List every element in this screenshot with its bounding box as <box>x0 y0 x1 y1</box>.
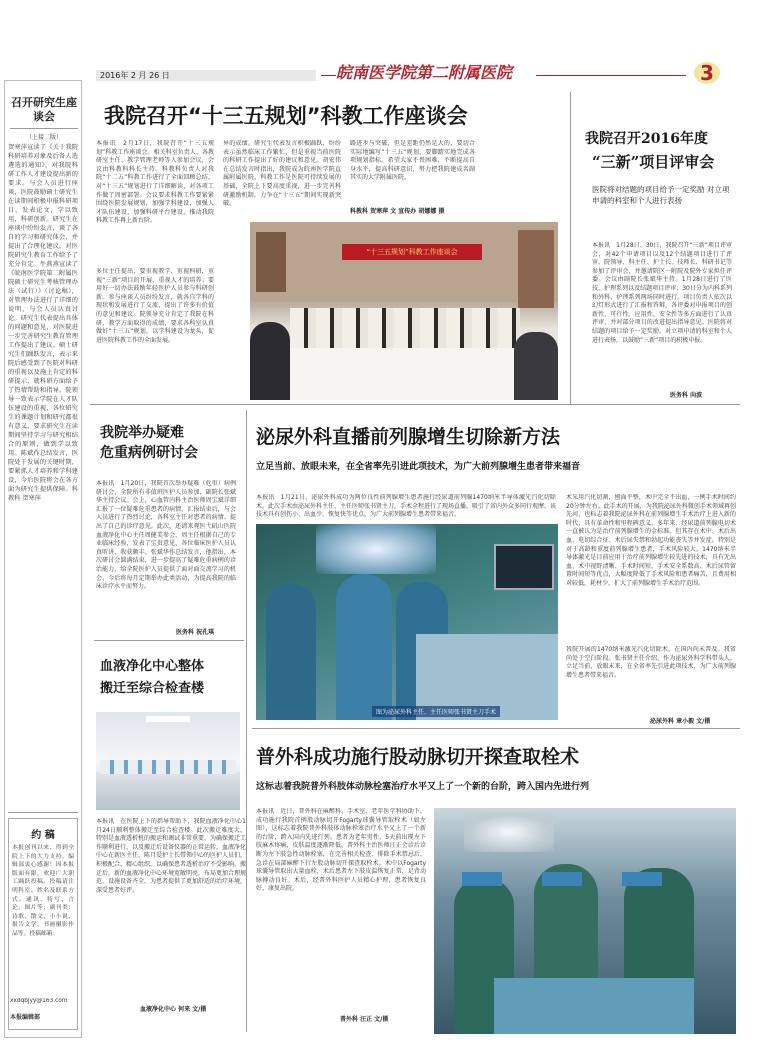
kejiao-title: 我院召开“十三五规划”科教工作座谈会 <box>104 104 468 128</box>
xuetou-title-line2: 搬迁至综合检查楼 <box>100 681 205 696</box>
puwai-subtitle: 这标志着我院普外科肢体动脉栓塞治疗水平又上了一个新的台阶，跨入国内先进行列 <box>256 782 590 792</box>
or-drape <box>494 978 694 1034</box>
upper-section-rule <box>90 404 740 405</box>
meeting-window-right <box>518 230 554 308</box>
sanxin-body: 本报讯 1月28日、30日，我院召开“三新”项目评审会，对42个申请项目以及12个结题项目进行了评审。院领导、科主任、护士长、技师长、科研书记等参加了评审会，并邀请院区一附院及院外专家担任评委。会议由副院长张斌华主持。1月28日进行了医技、护理系列以及结题项目评审；30日分为内科系列和外科、护理系列两场同时进行。项目负责人依次以幻灯形式进行了汇报和答辩，各评委对申报项目的创新性、可行性、应用性、安全性等多方面进行了认真评审，并对部分项目的改进提出指导意见。医院将对结题的项目给予一定奖励，对立项申请的科室和个人进行表扬，以鼓励“三新”项目的积极申报。 <box>592 242 732 344</box>
meeting-banner-text: “十三五规划”科教工作座谈会 <box>366 248 458 256</box>
miniao-byline: 泌尿外科 章小毅 文/摄 <box>650 718 711 725</box>
header-date: 2016年 2 月 26 日 <box>100 71 170 80</box>
or-ceiling-lamp <box>464 812 554 852</box>
xuetou-title-line1: 血液净化中心整体 <box>100 659 205 674</box>
sidebar-body: 贺寒萍宣读了《关于我院科研培养对象及后备人选遴选的通知》，对我院科研工作人才建设提出新的要求。与会人员进行座谈，医院鼓励硕士研究生在读期间积极申报科研项目，发表论文，学以致用，科研创新。研究生在座谈中纷纷发言，谈了各自的学习和研究体会，并提出了合理化建议，对医院研究生教育工作给予了充分肯定。牛燕燕宣读了《皖南医学院第二附属医院硕士研究生考核管理办法（试行）》（讨论稿），对管理办法进行了详细的说明，与会人员认真讨论。研究生代表提出具体的问题和意见，对医院进一步完善研究生教育管理工作提出了建议。硕士研究生们踊跃发言，表示来院后感受到了医院对科研的重视以及施上肯定的科研提示，就科研方面给予了热情帮助和指导。院领导一致表示学院在人才队伍建设的重视，各位研究生的课题计划和研究都很有意义，要求研究生在读期间坚持学习与研究相结合的原则，做到学以致用。陈斌作总结发言，医院处于发展的关键时期，要紧抓人才培养和学科建设，今后医院将会在各方面为研究生提供保障。科教科 贺寒萍 <box>8 144 78 502</box>
puwai-byline: 普外科 汪正 文/摄 <box>340 1016 389 1023</box>
sanxin-byline: 医务科 向波 <box>670 392 703 399</box>
surgery-light <box>316 524 436 574</box>
header-rule <box>321 75 336 76</box>
surgeon-2 <box>336 574 392 720</box>
kejiao-meeting-photo <box>250 222 558 400</box>
meeting-person-front-right <box>514 332 558 400</box>
miniao-col2: 术采用汽化切割，刨面平整，术中完全不出血，一例手术时间约20分钟左右。此手术的开展，为我院泌尿外科微创手术领域再创先河，也标志着我院泌尿外科在前列腺增生手术治疗上进入新的时代，具有革命性和里程碑意义。多年来，经尿道前列腺电切术一直被认为是治疗前列腺增生的金标准。但其存在术中、术后出血、电切综合征、术后尿失禁和勃起功能丧失等并发症。特别是对于高龄和重度前列腺增生患者，手术风险较大。1470纳米半导体激光是目前应用于治疗前列腺增生较先进的技术，具有无出血、术中视野清晰、手术时间短、手术安全系数高、术后尿管留置时间短等优点，大幅度降低了手术风险和患者痛苦，且费用相对较低，耗材少，扩大了前列腺增生手术治疗范围。 <box>566 494 736 587</box>
puwai-body: 本报讯 近日，普外科在麻醉科、手术室、老年医学科协助下，成功施行我院首例股动脉切开Fogarty球囊导管取栓术（如左图），这标志着我院普外科肢体动脉栓塞治疗水平又上了一个新的台阶，跨入国内先进行列。患者为老年男性，5天前出现左下肢麻木疼痛，皮肤温度逐渐降低。普外科主治医师汪正会诊后诊断为左下肢急性动脉栓塞，在完善相关检查、排除手术禁忌后，急诊在局部麻醉下行左股动脉切开探查取栓术。术中以Fogarty球囊导管取出大量血栓，术后患者左下肢皮温恢复正常，足背动脉搏动良好。术后，经普外科医护人员精心护理，患者恢复良好，康复出院。 <box>256 808 426 893</box>
corridor-beds <box>100 760 236 774</box>
kejiao-byline: 科教科 贺寒萍 文 宣传办 胡娜娜 摄 <box>350 208 445 215</box>
kejiao-col3: 异的成绩。研究生代表发言积极踊跃，纷纷表示虽然临床工作繁忙，但是重视当前医院的科研工作提出了好的建议和意见。胡宏伟在总结发言时指出，我院成为皖南医学院直属附属医院，科教工作是医院可持续发展的基础，全院上下要高度重视，进一步完善科研激励机制，力争在“十三五”期间实现新突破。 <box>223 140 341 208</box>
sanxin-title-line2: “三新”项目评审会 <box>592 153 715 171</box>
surgeon-1 <box>266 584 316 720</box>
left-column-rule-1 <box>94 640 244 641</box>
miniao-photo-caption: 图为泌尿外科主任、主任医师张书贤主刀手术 <box>372 706 500 717</box>
page-header <box>96 62 726 84</box>
contribution-dept: 本报编辑部 <box>10 1014 41 1021</box>
kejiao-vertical-rule <box>570 92 571 404</box>
miniao-col3: 我院开展的1470纳米激光汽化切除术，在国内尚未普及。我省尚处于空白阶段。张书贤主任介绍，作为泌尿外科学科带头人，立足当前，放眼未来，在全省率先引进此项技术，为广大前列腺增生患者带来福音。 <box>566 646 736 679</box>
header-rule-right <box>536 75 686 76</box>
right-lower-section-rule <box>252 728 740 729</box>
surgery-monitor <box>494 544 554 590</box>
header-page-number: 3 <box>700 61 714 85</box>
yinan-body: 本报讯 1月20日，我院首次举办疑难（危重）病例研讨会，全院所有非值班医护人员参加，副院长张斌华主持会议。会上，心血管内科主治医师周宝斌详细汇报了一位疑难危重患者的病情，汇报结束后，与会人员进行了热烈讨论，各科室主任对患者的病情、提出了自己的诊疗意见。此次，还请来观医弋矶山医院血液净化中心主任周健美参会，周主任根据自己的专业临床经验，发表了宝贵意见，各位临床医护人员认真听讲、收获颇丰。张斌华作总结发言，他指出，本次研讨会圆满结束，进一步提高了疑难危重病例的诊治能力，给全院医护人员提供了面对面交流学习的机会，今后将每月定期举办此类活动，为提高我院的临床诊疗水平而努力。 <box>96 480 236 591</box>
contribution-body: 本报创刊以来，得到全院上下的大力支持，编辑部衷心感谢！因本报版面有限，欢迎广大职工踊跃投稿。投稿请注明科室、姓名及联系方式。通讯、特写、言论、图片等；副刊类：诗歌、散文、小小说、报告文学、书画摄影作品等。投稿邮箱： <box>12 845 74 937</box>
puwai-surgery-photo <box>434 808 736 1034</box>
miniao-subtitle: 立足当前、放眼未来，在全省率先引进此项技术，为广大前列腺增生患者带来福音 <box>256 462 581 472</box>
miniao-surgery-photo <box>256 524 558 720</box>
header-hospital-name: 皖南医学院第二附属医院 <box>336 63 513 82</box>
kejiao-col4: 路进步与突破，但是差距仍然是大的，要切合实际地编写“十三五”规划，要脚踏实地完成各项规划指标。希望大家不畏困难，不断提高自身水平，提高科研意识，努力把我院建成名副其实的大学附属医院。 <box>350 140 475 182</box>
yinan-title-line1: 我院举办疑难 <box>100 425 184 441</box>
miniao-title: 泌尿外科直播前列腺增生切除新方法 <box>256 426 561 448</box>
meeting-people-row <box>290 308 520 348</box>
kejiao-col1: 本报讯 2月17日，我院召开“十三五规划”科教工作座谈会。相关科室负责人、各教研室主任、教学管理老师等人参加会议，会议由科教科科长主持。科教科负责人对我院“十二五”科教工作进行了全面回顾总结，对“十三五”规划进行了详细解读，对各项工作做了周密部署。会议要求科教工作要紧紧围绕医院发展规划，加强学科建设，加强人才队伍建设，加强科研平台建设，推动我院科教工作再上新台阶。 <box>96 140 214 225</box>
sanxin-subtitle: 医院将对结题的项目给予一定奖励 对立项申请的科室和个人进行表扬 <box>592 185 730 205</box>
xuetou-byline: 血液净化中心 何来 文/摄 <box>140 1006 207 1013</box>
left-column-vertical-rule <box>246 410 247 1032</box>
corridor-ceiling-light <box>146 716 190 722</box>
meeting-person-front-left <box>250 322 290 400</box>
meeting-wall <box>250 222 558 302</box>
miniao-col1: 本报讯 1月21日，泌尿外科成功为两位良性前列腺增生患者施行经尿道前列腺1470纳米半导体激光汽化切除术。此次手术由泌尿外科主任、主任医师张书贤主刀，手术全程进行了现场直播，吸引了省内外众多同行观摩。该技术具有创伤小、出血少、恢复快等优点，为广大前列腺增生患者带来福音。 <box>256 494 556 519</box>
yinan-byline: 医务科 祝孔琪 <box>176 629 215 636</box>
kejiao-col2: 多位主任提出，要重视教学、重视科研，重视“三新”项目的开展，重视人才的培养；要用好一切办法鼓励年轻医护人员参与科研创新。参与座谈人员纷纷发言，就各自学科的现状和发展进行了交流，提出了许多有价值的意见和建议。院领导充分肯定了我院在科研、教学方面取得的成绩，要求各科室认真做好“十三五”规划，以学科建设为龙头，促进医院科教工作的全面发展。 <box>96 268 214 344</box>
meeting-window-left <box>256 232 286 292</box>
xuetou-body: 本报讯 在医院上下的指导帮助下，我院血液净化中心1月24日顺利整体搬迁至综合检查楼。此次搬迁难度大，特别是血液透析机的搬运和调试非常重要，为确保搬迁工作顺利进行，以及搬迁后设备仪器的正常运转，血液净化中心在新医主任、陈月爱护士长带领中心的医护人员们，积极配合，精心组织，以确保患者透析治疗不受影响。搬迁后，新的血液净化中心环境宽敞明亮，布局更加合理规范，设施设备齐全，为患者提供了更加舒适的治疗环境，深受患者好评。 <box>96 818 246 894</box>
corridor-floor <box>96 772 240 810</box>
contribution-email[interactable]: xxdqbjyy@163.com <box>10 998 68 1004</box>
yinan-title-line2: 危重病例研讨会 <box>100 445 198 461</box>
or-caps <box>462 872 692 886</box>
puwai-title: 普外科成功施行股动脉切开探查取栓术 <box>256 746 580 768</box>
xuetou-corridor-photo <box>96 712 240 810</box>
sanxin-title-line1: 我院召开2016年度 <box>585 131 708 147</box>
contribution-title: 约 稿 <box>31 830 55 841</box>
meeting-table <box>280 342 530 400</box>
sidebar-divider <box>8 812 78 813</box>
sidebar-title: 召开研究生座谈会 <box>11 96 77 123</box>
sidebar-continued: （上接二版） <box>25 134 62 141</box>
sidebar-title-rule <box>10 128 78 129</box>
